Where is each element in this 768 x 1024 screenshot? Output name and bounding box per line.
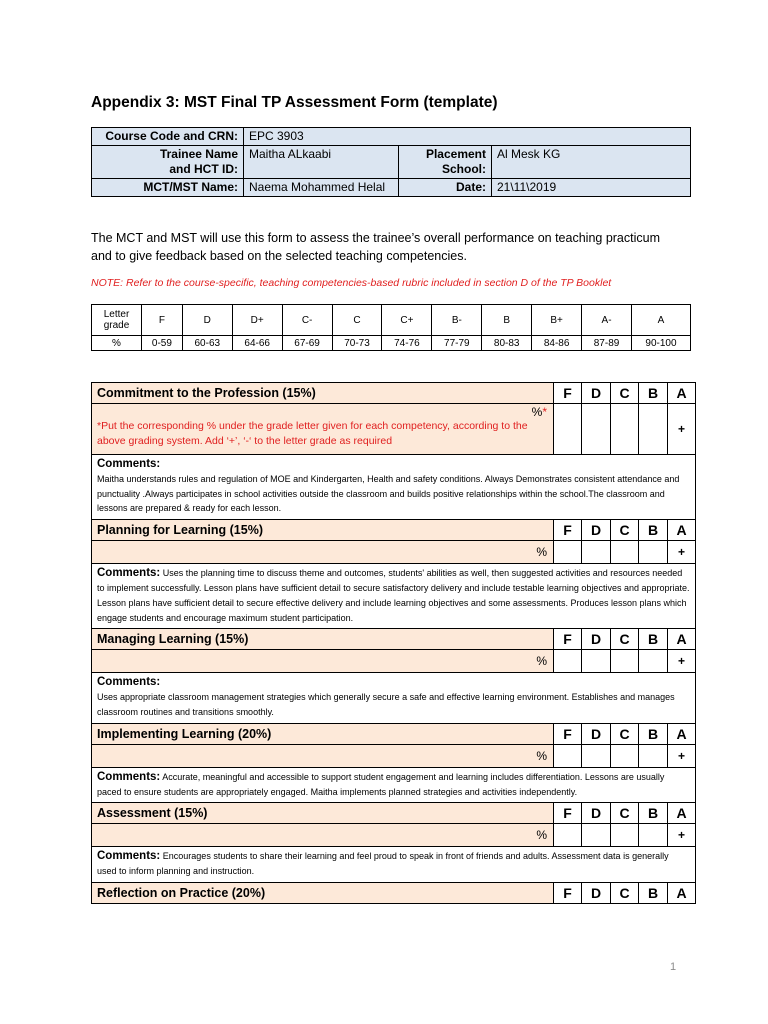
date-value: 21\11\2019 <box>492 179 691 197</box>
trainee-info-table <box>91 127 691 197</box>
required-star: * <box>542 405 547 419</box>
grade-letter-header: C <box>611 629 639 650</box>
grade-letter-header: D <box>582 882 611 903</box>
date-label: Date: <box>399 179 492 197</box>
section-comment-row <box>92 673 696 723</box>
grade-range-row <box>92 336 691 351</box>
grade-letter-header: B <box>639 723 668 744</box>
grade-letter-header: D <box>582 723 611 744</box>
grade-input-cell[interactable] <box>611 650 639 673</box>
grade-range-cell: 74-76 <box>382 336 432 351</box>
section-header-row <box>92 723 696 744</box>
grade-letter-cell: B+ <box>532 305 582 336</box>
grade-range-cell: 80-83 <box>482 336 532 351</box>
grade-letter-row <box>92 305 691 336</box>
comments-cell <box>92 564 696 629</box>
grade-letter-cell: A <box>631 305 690 336</box>
assessment-table <box>91 382 696 904</box>
plus-modifier-cell[interactable]: + <box>668 650 696 673</box>
trainee-row <box>92 146 691 179</box>
trainee-name-label: Trainee Name and HCT ID: <box>92 146 244 179</box>
grade-letter-header: D <box>582 803 611 824</box>
grade-letter-header: C <box>611 882 639 903</box>
section-title: Commitment to the Profession (15%) <box>92 383 554 404</box>
section-title: Managing Learning (15%) <box>92 629 554 650</box>
section-grade-row <box>92 744 696 767</box>
plus-modifier-cell[interactable]: + <box>668 541 696 564</box>
grade-range-cell: 84-86 <box>532 336 582 351</box>
grade-range-cell: 77-79 <box>432 336 482 351</box>
section-title: Assessment (15%) <box>92 803 554 824</box>
placement-school-label: Placement School: <box>399 146 492 179</box>
grade-letter-header: A <box>668 723 696 744</box>
section-comment-row <box>92 564 696 629</box>
grade-input-cell[interactable] <box>554 541 582 564</box>
percent-symbol: % <box>531 405 543 419</box>
grade-input-cell[interactable] <box>639 744 668 767</box>
mst-row <box>92 179 691 197</box>
percent-cell <box>92 541 554 564</box>
comments-label: Comments: <box>97 850 161 863</box>
percent-symbol: % <box>536 748 547 763</box>
plus-modifier-cell[interactable]: + <box>668 744 696 767</box>
grade-input-cell[interactable] <box>611 404 639 455</box>
grade-letter-header: A <box>668 882 696 903</box>
percent-symbol: % <box>536 828 547 843</box>
grade-input-cell[interactable] <box>582 541 611 564</box>
grade-letter-header: C <box>611 520 639 541</box>
grade-letter-header: A <box>668 629 696 650</box>
placement-school-value: Al Mesk KG <box>492 146 691 179</box>
grade-input-cell[interactable] <box>582 744 611 767</box>
grade-range-cell: 70-73 <box>332 336 382 351</box>
grade-input-cell[interactable] <box>554 744 582 767</box>
comments-cell <box>92 847 696 883</box>
section-comment-row <box>92 767 696 803</box>
grade-letter-header: D <box>582 383 611 404</box>
grade-letter-header: B <box>639 520 668 541</box>
grade-letter-cell: D <box>182 305 232 336</box>
course-code-value: EPC 3903 <box>244 128 691 146</box>
percent-cell <box>92 404 554 455</box>
grade-letter-cell: C+ <box>382 305 432 336</box>
intro-line-1: The MCT and MST will use this form to assess the trainee’s overall performance on teaching practicum <box>91 231 661 245</box>
trainee-name-value: Maitha ALkaabi <box>244 146 399 179</box>
grade-input-cell[interactable] <box>582 404 611 455</box>
grade-letter-cell: F <box>142 305 183 336</box>
grade-letter-header: B <box>639 882 668 903</box>
grade-letter-cell: D+ <box>232 305 282 336</box>
mst-name-label: MCT/MST Name: <box>92 179 244 197</box>
percent-symbol: % <box>536 545 547 560</box>
grade-instruction-note: *Put the corresponding % under the grade letter given for each competency, according to the above grading system. Add ‘+’, ‘-‘ to the letter grade as required <box>97 420 528 447</box>
percent-label: % <box>92 336 142 351</box>
section-grade-row <box>92 650 696 673</box>
grade-input-cell[interactable] <box>639 541 668 564</box>
comments-cell <box>92 455 696 520</box>
section-title: Planning for Learning (15%) <box>92 520 554 541</box>
grade-letter-header: F <box>554 882 582 903</box>
grade-range-cell: 60-63 <box>182 336 232 351</box>
section-grade-row <box>92 541 696 564</box>
grade-letter-header: F <box>554 520 582 541</box>
comments-text: Accurate, meaningful and accessible to support student engagement and learning includes differentiation. Lessons are usually paced to ensure students are appropriately engaged. Maitha implements planned strategies and activities independently. <box>97 771 665 797</box>
grade-letter-cell: B- <box>432 305 482 336</box>
plus-modifier-cell[interactable]: + <box>668 824 696 847</box>
comments-label: Comments: <box>97 458 161 470</box>
comments-cell <box>92 767 696 803</box>
section-title: Implementing Learning (20%) <box>92 723 554 744</box>
grade-range-cell: 64-66 <box>232 336 282 351</box>
grade-letter-header: F <box>554 383 582 404</box>
grade-range-cell: 67-69 <box>282 336 332 351</box>
grade-letter-header: C <box>611 803 639 824</box>
grade-letter-header: D <box>582 629 611 650</box>
comments-text: Uses appropriate classroom management strategies which generally secure a safe and effective learning environment. Establishes and manages classroom routines and transitions smoothly. <box>97 692 675 717</box>
comments-label: Comments: <box>97 567 161 580</box>
section-comment-row <box>92 847 696 883</box>
grade-letter-header: A <box>668 383 696 404</box>
grade-input-cell[interactable] <box>554 404 582 455</box>
grade-letter-header: F <box>554 629 582 650</box>
course-row <box>92 128 691 146</box>
section-header-row <box>92 803 696 824</box>
comments-label: Comments: <box>97 676 161 689</box>
comments-cell <box>92 673 696 723</box>
comments-label: Comments: <box>97 770 161 783</box>
grade-letter-header: D <box>582 520 611 541</box>
grade-input-cell[interactable] <box>611 824 639 847</box>
percent-cell <box>92 650 554 673</box>
section-title: Reflection on Practice (20%) <box>92 882 554 903</box>
grade-letter-cell: C- <box>282 305 332 336</box>
intro-paragraph <box>91 229 701 265</box>
grade-input-cell[interactable] <box>582 824 611 847</box>
section-header-row <box>92 882 696 903</box>
grade-letter-header: A <box>668 520 696 541</box>
grade-letter-header: A <box>668 803 696 824</box>
grade-input-cell[interactable] <box>611 541 639 564</box>
grade-input-cell[interactable] <box>639 404 668 455</box>
section-grade-row <box>92 404 696 455</box>
grade-input-cell[interactable] <box>554 824 582 847</box>
page-number: 1 <box>670 961 677 973</box>
section-grade-row <box>92 824 696 847</box>
rubric-note: NOTE: Refer to the course-specific, teaching competencies-based rubric included in section D of the TP Booklet <box>91 277 612 289</box>
intro-line-2: and to give feedback based on the selected teaching competencies. <box>91 249 467 263</box>
grade-letter-header: B <box>639 803 668 824</box>
comments-text: Uses the planning time to discuss theme and outcomes, students' abilities as well, then suggested activities and resources needed to implement successfully. Lesson plans have sufficient detail to secure satisfactory delivery and include testable learning objectives and appropriate. Lesson plans have sufficient detail to secure effective delivery and include learning objectives and some assessments. Produces lesson plans which engage students and encourage maximum student participation. <box>97 568 690 623</box>
grade-letter-cell: A- <box>582 305 632 336</box>
grade-input-cell[interactable] <box>554 650 582 673</box>
grade-letter-cell: B <box>482 305 532 336</box>
grade-letter-header: C <box>611 383 639 404</box>
percent-symbol: % <box>536 654 547 669</box>
grade-input-cell[interactable] <box>639 824 668 847</box>
letter-grade-label: Letter grade <box>92 305 142 336</box>
comments-text: Maitha understands rules and regulation of MOE and Kindergarten, Health and safety conditions. Always Demonstrates consistent attendance and punctuality .Always participates in school activities outside the classroom and builds positive relationships within the school.The classroom and lessons are prepared & ready for each lesson. <box>97 473 680 514</box>
section-comment-row <box>92 455 696 520</box>
course-code-label: Course Code and CRN: <box>92 128 244 146</box>
percent-cell <box>92 824 554 847</box>
grading-scale-table <box>91 304 691 351</box>
grade-letter-header: B <box>639 629 668 650</box>
section-header-row <box>92 383 696 404</box>
grade-letter-header: C <box>611 723 639 744</box>
grade-input-cell[interactable] <box>582 650 611 673</box>
section-header-row <box>92 520 696 541</box>
grade-input-cell[interactable] <box>639 650 668 673</box>
page-title: Appendix 3: MST Final TP Assessment Form (template) <box>91 94 498 111</box>
grade-letter-header: F <box>554 803 582 824</box>
section-header-row <box>92 629 696 650</box>
grade-letter-cell: C <box>332 305 382 336</box>
grade-range-cell: 0-59 <box>142 336 183 351</box>
plus-modifier-cell[interactable]: + <box>668 404 696 455</box>
grade-input-cell[interactable] <box>611 744 639 767</box>
comments-text: Encourages students to share their learning and feel proud to speak in front of friends and adults. Assessment data is generally used to inform planning and instruction. <box>97 851 669 877</box>
grade-range-cell: 90-100 <box>631 336 690 351</box>
mst-name-value: Naema Mohammed Helal <box>244 179 399 197</box>
grade-letter-header: B <box>639 383 668 404</box>
grade-letter-header: F <box>554 723 582 744</box>
percent-cell <box>92 744 554 767</box>
grade-range-cell: 87-89 <box>582 336 632 351</box>
